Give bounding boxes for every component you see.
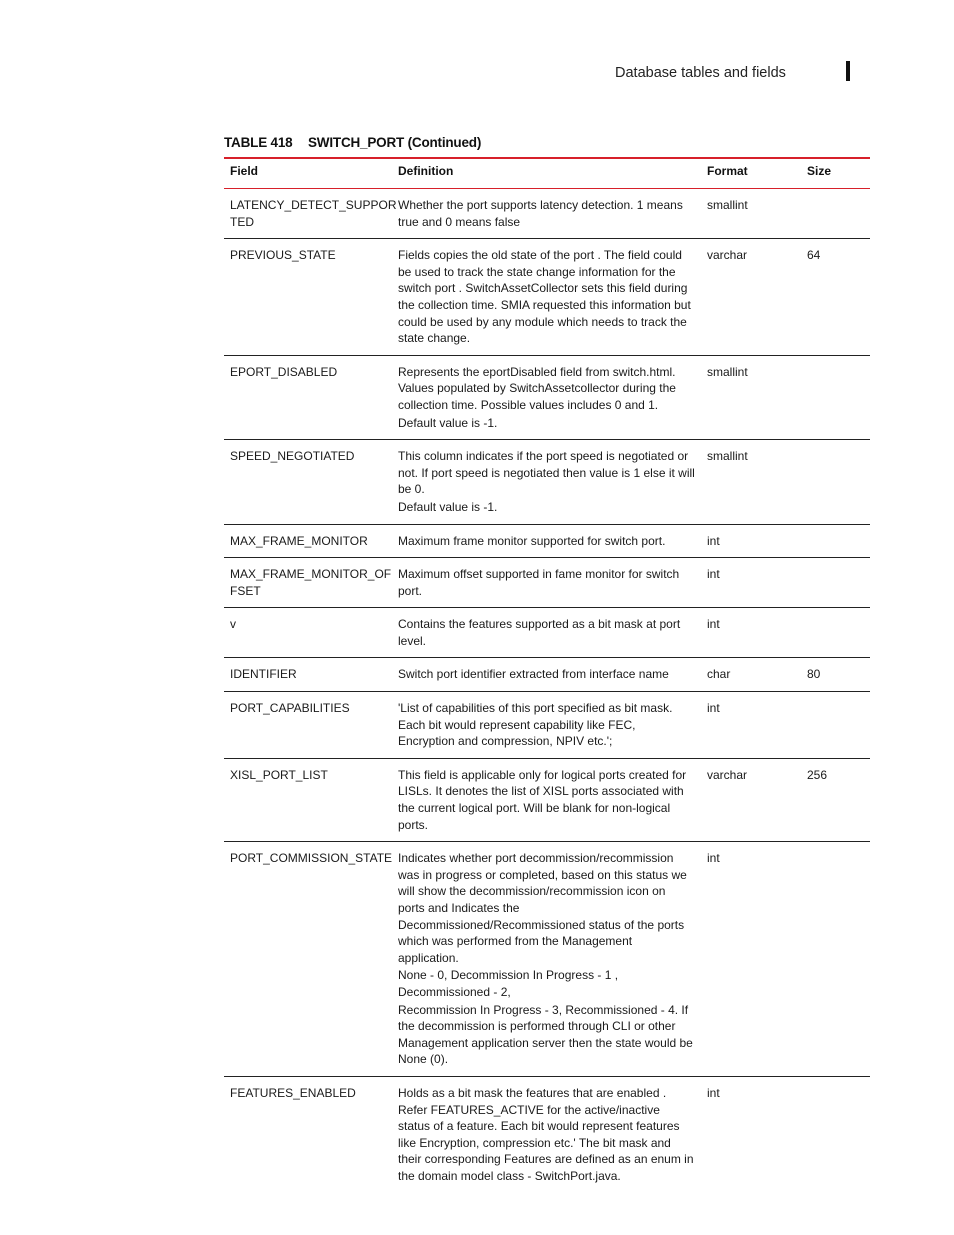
- table-row: [224, 842, 870, 1077]
- cell-definition: [392, 608, 701, 658]
- definition-paragraph: Maximum frame monitor supported for switch port.: [398, 533, 666, 548]
- cell-format: int: [707, 701, 720, 716]
- cell-definition: [392, 692, 701, 759]
- cell-size: [801, 524, 870, 558]
- definition-paragraph: This field is applicable only for logical ports created for LISLs. It denotes the list of XISL ports associated with the current logical port. Will be blank for non-logical ports.: [398, 767, 687, 832]
- cell-size: [801, 608, 870, 658]
- cell-format: smallint: [707, 198, 748, 212]
- table-row: [224, 189, 870, 239]
- table-row: [224, 239, 870, 356]
- table-row: [224, 608, 870, 658]
- cell-field: FEATURES_ENABLED: [230, 1085, 356, 1100]
- cell-definition: [392, 239, 701, 356]
- cell-format: smallint: [707, 449, 748, 464]
- cell-field: PREVIOUS_STATE: [230, 248, 336, 263]
- table-row: [224, 1076, 870, 1192]
- definition-paragraph: Recommission In Progress - 3, Recommissioned - 4. If the decommission is performed through CLI or other Management application server then the state would be None (0).: [398, 1002, 693, 1067]
- table-row: [224, 692, 870, 759]
- cell-format: int: [707, 1085, 720, 1100]
- cell-field: v: [230, 617, 236, 632]
- definition-paragraph: Default value is -1.: [398, 499, 498, 514]
- cell-field: XISL_PORT_LIST: [230, 767, 328, 782]
- cell-size: [801, 842, 870, 1077]
- cell-size: 64: [807, 248, 821, 263]
- cell-definition: [392, 658, 701, 692]
- table-row: [224, 355, 870, 439]
- definition-paragraph: Holds as a bit mask the features that are enabled . Refer FEATURES_ACTIVE for the active/inactive status of a feature. Each bit would represent features like Encryption, compression etc.' The bit mask and their corresponding Features are defined as an enum in the domain model class - SwitchPort.java.: [398, 1085, 694, 1183]
- header-marker-bar: [846, 61, 850, 81]
- definition-paragraph: Maximum offset supported in fame monitor for switch port.: [398, 567, 680, 598]
- table-number: TABLE 418: [224, 135, 293, 150]
- table-row: [224, 558, 870, 608]
- table-row: [224, 658, 870, 692]
- column-header-size: Size: [807, 164, 832, 178]
- cell-format: smallint: [707, 364, 748, 379]
- cell-format: int: [707, 533, 720, 548]
- cell-format: int: [707, 851, 720, 866]
- table-header-row: [224, 158, 870, 189]
- switch-port-table: [224, 157, 870, 1193]
- cell-definition: [392, 189, 701, 239]
- definition-paragraph: Indicates whether port decommission/recommission was in progress or completed, based on this status we will show the decommission/recommission icon on ports and Indicates the Decommissioned/Recommissioned status of the ports which was performed from the Management application.: [398, 851, 687, 965]
- column-header-definition: Definition: [398, 164, 454, 178]
- cell-size: 256: [807, 767, 828, 782]
- cell-definition: [392, 440, 701, 524]
- cell-size: [801, 558, 870, 608]
- cell-field: PORT_CAPABILITIES: [230, 701, 350, 716]
- cell-field: PORT_COMMISSION_STATE: [230, 851, 393, 866]
- cell-format: int: [707, 617, 720, 632]
- cell-definition: [392, 1076, 701, 1192]
- definition-paragraph: Switch port identifier extracted from interface name: [398, 667, 669, 682]
- cell-format: varchar: [707, 767, 748, 782]
- cell-field: EPORT_DISABLED: [230, 364, 338, 379]
- running-header-title: Database tables and fields: [615, 65, 786, 81]
- table-body: [224, 189, 870, 1193]
- cell-definition: [392, 758, 701, 841]
- cell-definition: [392, 524, 701, 558]
- cell-size: 80: [807, 667, 821, 682]
- definition-paragraph: Fields copies the old state of the port . The field could be used to track the state change information for the switch port . SwitchAssetCollector sets this field during the collection time. SMIA requested this information but could be used by any module which needs to track the state change.: [398, 248, 691, 346]
- definition-paragraph: This column indicates if the port speed is negotiated or not. If port speed is negotiated then value is 1 else it will be 0.: [398, 449, 695, 497]
- table-row: [224, 758, 870, 841]
- definition-paragraph: None - 0, Decommission In Progress - 1 , Decommissioned - 2,: [398, 968, 619, 999]
- table-row: [224, 524, 870, 558]
- table-title: SWITCH_PORT (Continued): [308, 135, 482, 150]
- cell-format: varchar: [707, 248, 748, 263]
- cell-size: [801, 440, 870, 524]
- table-caption: [224, 135, 481, 150]
- table-row: [224, 440, 870, 524]
- definition-paragraph: Contains the features supported as a bit mask at port level.: [398, 617, 681, 648]
- cell-size: [801, 189, 870, 239]
- cell-field: LATENCY_DETECT_SUPPOR TED: [230, 198, 397, 229]
- cell-size: [801, 692, 870, 759]
- cell-definition: [392, 842, 701, 1077]
- cell-definition: [392, 558, 701, 608]
- column-header-format: Format: [707, 164, 748, 178]
- definition-paragraph: Default value is -1.: [398, 415, 498, 430]
- column-header-field: Field: [230, 164, 259, 178]
- cell-format: char: [707, 667, 731, 682]
- cell-field: SPEED_NEGOTIATED: [230, 449, 355, 464]
- cell-field: MAX_FRAME_MONITOR_OF FSET: [230, 567, 392, 598]
- cell-definition: [392, 355, 701, 439]
- cell-size: [801, 1076, 870, 1192]
- cell-format: int: [707, 567, 720, 582]
- cell-field: IDENTIFIER: [230, 667, 297, 682]
- definition-paragraph: Whether the port supports latency detection. 1 means true and 0 means false: [398, 198, 683, 229]
- definition-paragraph: Represents the eportDisabled field from switch.html. Values populated by SwitchAssetcollector during the collection time. Possible values includes 0 and 1.: [398, 364, 676, 412]
- cell-size: [801, 355, 870, 439]
- definition-paragraph: 'List of capabilities of this port specified as bit mask. Each bit would represent capability like FEC, Encryption and compression, NPIV etc.';: [398, 701, 673, 749]
- cell-field: MAX_FRAME_MONITOR: [230, 533, 368, 548]
